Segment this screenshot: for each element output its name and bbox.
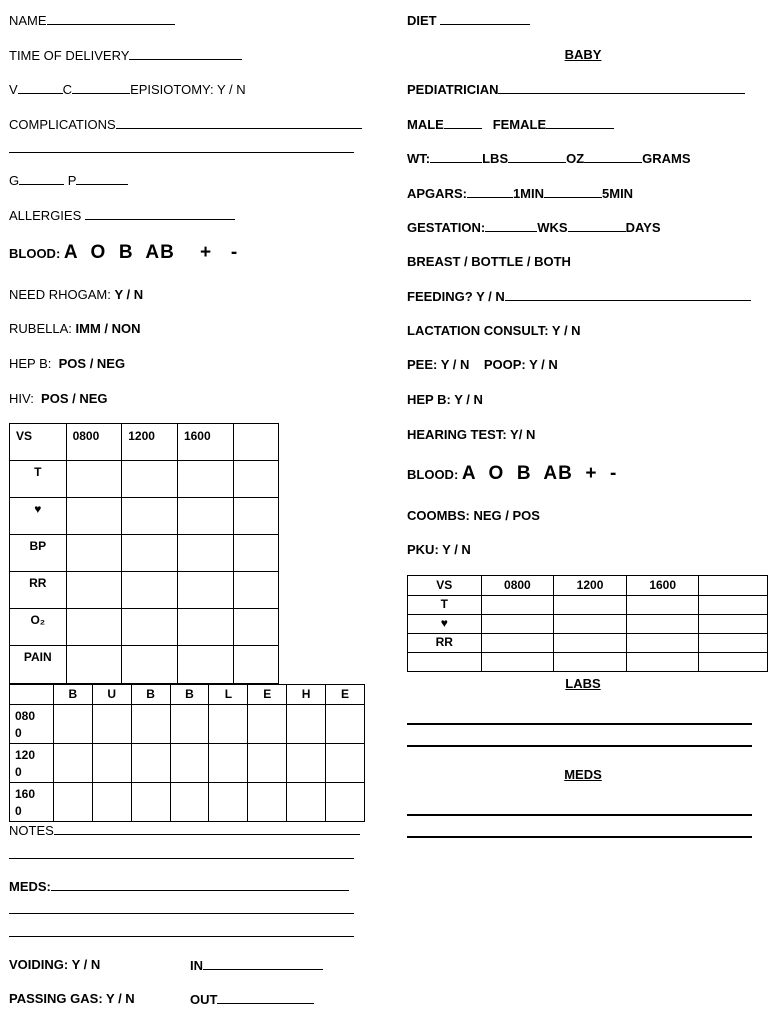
lactation-label: LACTATION CONSULT: Y / N: [407, 323, 581, 338]
lbs-input-line[interactable]: [430, 150, 482, 163]
table-row: 120 0: [10, 744, 365, 783]
gestation-field: GESTATION: WKS DAYS: [407, 220, 661, 235]
table-row: [408, 653, 768, 672]
male-input-line[interactable]: [444, 116, 482, 129]
name-input-line[interactable]: [47, 12, 175, 25]
hiv-field: HIV: POS / NEG: [9, 391, 108, 406]
passing-gas-label: PASSING GAS: Y / N: [9, 991, 135, 1006]
coombs-label: COOMBS: NEG / POS: [407, 508, 540, 523]
labs-line-1[interactable]: [407, 723, 752, 725]
sex-field: MALE FEMALE: [407, 116, 614, 132]
table-row: RR: [408, 634, 768, 653]
pee-poop-field: PEE: Y / N POOP: Y / N: [407, 357, 558, 372]
table-row: RR: [10, 572, 279, 609]
weight-field: WT: LBS OZ GRAMS: [407, 151, 691, 166]
table-row: 160 0: [10, 783, 365, 822]
baby-vitals-table: [407, 575, 768, 672]
voiding-label: VOIDING: Y / N: [9, 957, 101, 972]
pku-label: PKU: Y / N: [407, 542, 471, 557]
apgar-1min-input-line[interactable]: [467, 185, 513, 198]
table-row: [10, 498, 279, 535]
oz-input-line[interactable]: [508, 150, 566, 163]
mother-hepb-field: HEP B: POS / NEG: [9, 356, 126, 371]
gravida-para-field: G P: [9, 172, 128, 188]
breast-bottle-label: BREAST / BOTTLE / BOTH: [407, 254, 571, 269]
table-row: 080 0: [10, 705, 365, 744]
wks-input-line[interactable]: [485, 219, 537, 232]
apgar-5min-input-line[interactable]: [544, 185, 602, 198]
table-row: O₂: [10, 609, 279, 646]
feeding-input-line[interactable]: [505, 288, 751, 301]
bubblehe-table: [9, 684, 365, 822]
baby-hepb-label: HEP B: Y / N: [407, 392, 483, 407]
complications-extra-line[interactable]: [9, 152, 354, 153]
rhogam-field: NEED RHOGAM: Y / N: [9, 287, 144, 302]
output-input-line[interactable]: [217, 991, 314, 1004]
pediatrician-input-line[interactable]: [498, 81, 745, 94]
episiotomy-label: EPISIOTOMY: Y / N: [130, 82, 246, 97]
table-row: B U B B L E H E: [10, 685, 365, 705]
female-input-line[interactable]: [546, 116, 614, 129]
baby-section-title: BABY: [564, 47, 602, 62]
table-row: [408, 615, 768, 634]
g-input-line[interactable]: [19, 172, 64, 185]
delivery-time-field: TIME OF DELIVERY: [9, 47, 242, 63]
p-input-line[interactable]: [76, 172, 128, 185]
notes-field: NOTES: [9, 822, 360, 838]
delivery-type-field: V C EPISIOTOMY: Y / N: [9, 82, 246, 97]
notes-extra-line[interactable]: [9, 858, 354, 859]
output-field: OUT: [190, 991, 314, 1007]
diet-input-line[interactable]: [440, 12, 530, 25]
labs-line-2[interactable]: [407, 745, 752, 747]
rubella-field: RUBELLA: IMM / NON: [9, 321, 141, 336]
notes-input-line[interactable]: [54, 822, 360, 835]
mother-meds-field: MEDS:: [9, 878, 349, 894]
labs-title: LABS: [565, 676, 601, 691]
table-row: VS 0800 1200 1600: [408, 576, 768, 596]
apgars-field: APGARS: 1MIN 5MIN: [407, 186, 634, 201]
feeding-field: FEEDING? Y / N: [407, 288, 751, 304]
pediatrician-field: PEDIATRICIAN: [407, 81, 745, 97]
mother-meds-input-line[interactable]: [51, 878, 349, 891]
mother-blood-field: BLOOD: A O B AB + -: [9, 242, 239, 263]
name-field: NAME: [9, 12, 175, 28]
complications-input-line[interactable]: [116, 116, 362, 129]
baby-meds-line-1[interactable]: [407, 814, 752, 816]
mother-vitals-table: [9, 423, 279, 684]
hearing-test-label: HEARING TEST: Y/ N: [407, 427, 536, 442]
table-row: T: [408, 596, 768, 615]
c-input-line[interactable]: [72, 81, 130, 94]
v-input-line[interactable]: [18, 81, 63, 94]
mother-blood-types: A O B AB + -: [63, 242, 239, 263]
diet-field: DIET: [407, 12, 530, 28]
table-row: BP: [10, 535, 279, 572]
meds-extra-line-2[interactable]: [9, 936, 354, 937]
heart-icon: ♥: [408, 615, 482, 634]
delivery-time-input-line[interactable]: [129, 47, 242, 60]
table-row: VS 0800 1200 1600: [10, 424, 279, 461]
allergies-input-line[interactable]: [85, 207, 235, 220]
baby-blood-field: BLOOD: A O B AB + -: [407, 463, 618, 484]
heart-icon: ♥: [10, 498, 67, 535]
baby-meds-title: MEDS: [564, 767, 602, 782]
allergies-field: ALLERGIES: [9, 207, 235, 223]
intake-input-line[interactable]: [203, 957, 323, 970]
table-row: PAIN: [10, 646, 279, 684]
intake-field: IN: [190, 957, 323, 973]
baby-meds-line-2[interactable]: [407, 836, 752, 838]
days-input-line[interactable]: [568, 219, 626, 232]
grams-input-line[interactable]: [584, 150, 642, 163]
baby-blood-types: A O B AB + -: [461, 463, 618, 484]
meds-extra-line-1[interactable]: [9, 913, 354, 914]
complications-field: COMPLICATIONS: [9, 116, 362, 132]
table-row: T: [10, 461, 279, 498]
